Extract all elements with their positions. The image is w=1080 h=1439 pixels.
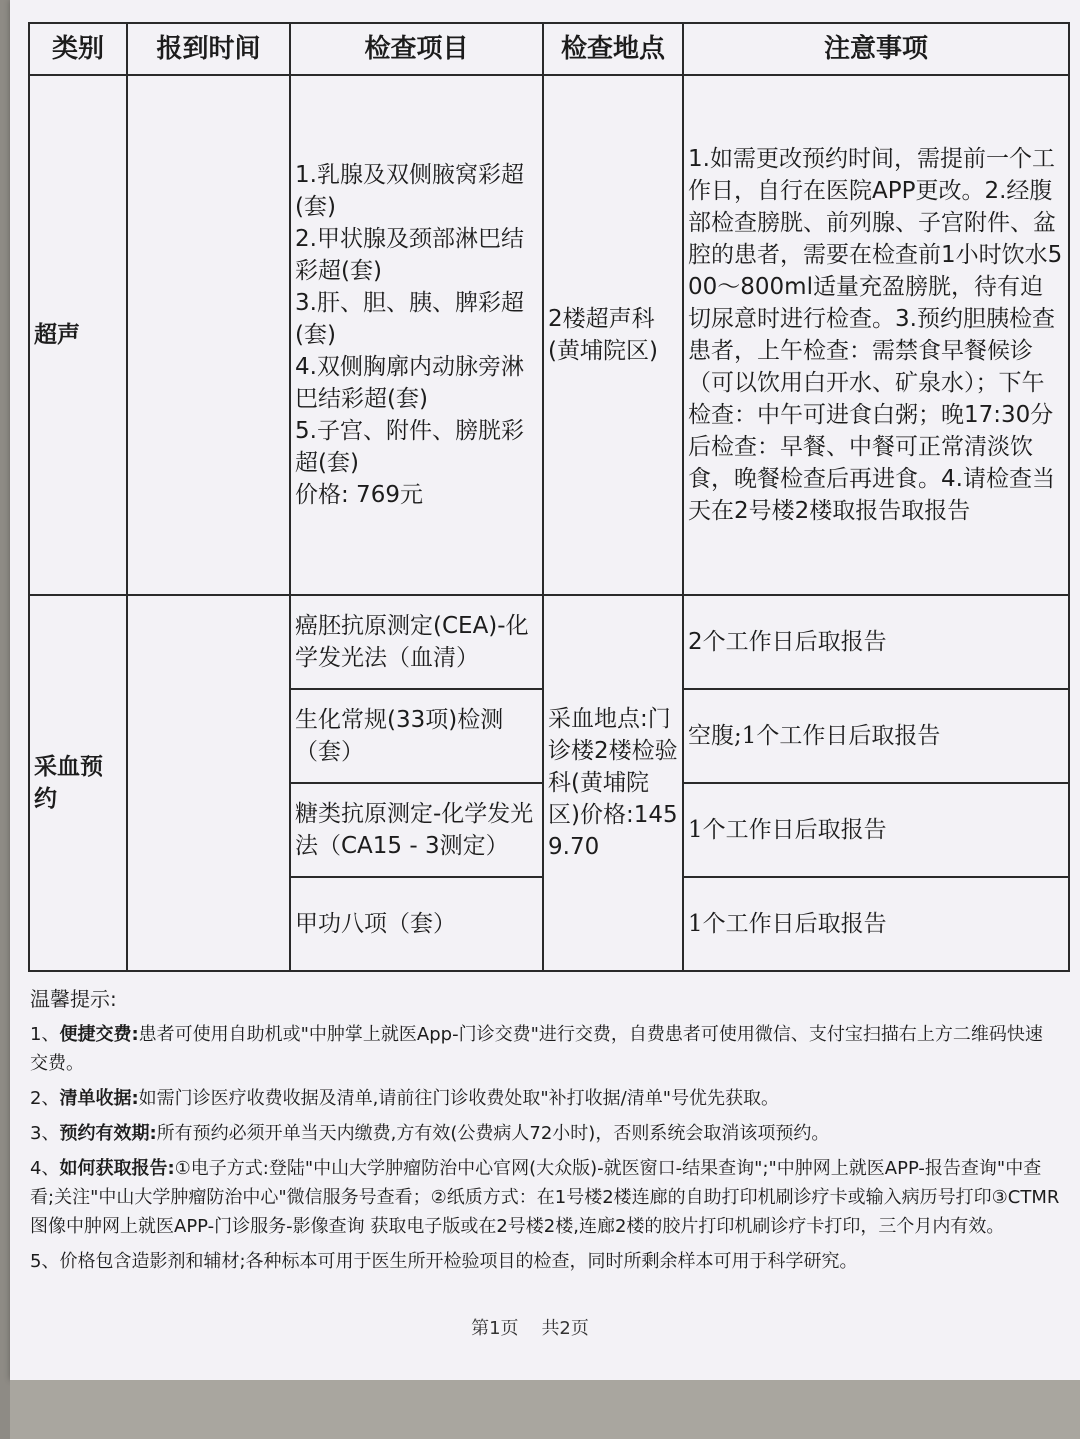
blood-item-4: 甲功八项（套） (290, 877, 543, 971)
price-label: 价格: 769元 (295, 482, 423, 508)
background-surface (10, 1380, 1080, 1439)
list-item: 2.甲状腺及颈部淋巴结彩超(套) (295, 226, 524, 284)
blood-note-1: 2个工作日后取报告 (683, 595, 1069, 689)
page-total: 共2页 (541, 1318, 589, 1339)
blood-item-3: 糖类抗原测定-化学发光法（CA15 - 3测定） (290, 783, 543, 877)
tip-heading: 清单收据: (59, 1088, 139, 1109)
exam-schedule-table (28, 22, 1070, 972)
table-header-row (29, 23, 1069, 75)
ultrasound-location: 2楼超声科(黄埔院区) (543, 75, 683, 595)
blood-item-1: 癌胚抗原测定(CEA)-化学发光法（血清） (290, 595, 543, 689)
ultrasound-report-time (127, 75, 290, 595)
blood-item-2: 生化常规(33项)检测（套） (290, 689, 543, 783)
tip-item: 1、便捷交费:患者可使用自助机或"中肿掌上就医App-门诊交费"进行交费，自费患者可使用微信、支付宝扫描右上方二维码快速交费。 (30, 1024, 1043, 1074)
blood-report-time (127, 595, 290, 971)
blood-note-2: 空腹;1个工作日后取报告 (683, 689, 1069, 783)
list-item: 4.双侧胸廓内动脉旁淋巴结彩超(套) (295, 354, 524, 412)
header-exam-items: 检查项目 (290, 23, 543, 75)
tip-item: 3、预约有效期:所有预约必须开单当天内缴费,方有效(公费病人72小时)，否则系统会取消该项预约。 (30, 1123, 830, 1144)
tip-item: 5、价格包含造影剂和辅材;各种标本可用于医生所开检验项目的检查，同时所剩余样本可用于科学研究。 (30, 1251, 858, 1272)
page-number (0, 1314, 1070, 1340)
blood-category: 采血预约 (29, 595, 127, 971)
tip-heading: 便捷交费: (59, 1024, 139, 1045)
ultrasound-items (290, 75, 543, 595)
blood-note-3: 1个工作日后取报告 (683, 783, 1069, 877)
header-report-time: 报到时间 (127, 23, 290, 75)
header-category: 类别 (29, 23, 127, 75)
tips-title: 温馨提示: (30, 987, 117, 1011)
header-notes: 注意事项 (683, 23, 1069, 75)
ultrasound-row (29, 75, 1069, 595)
page-current: 第1页 (471, 1318, 519, 1339)
blood-location: 采血地点:门诊楼2楼检验科(黄埔院区)价格:1459.70 (543, 595, 683, 971)
blood-row-1 (29, 595, 1069, 689)
tip-heading: 如何获取报告: (59, 1158, 175, 1179)
tip-item: 4、如何获取报告:①电子方式:登陆"中山大学肿瘤防治中心官网(大众版)-就医窗口-结果查询";"中肿网上就医APP-报告查询"中查看;关注"中山大学肿瘤防治中心"微信服务号查看；②纸质方式：在1号楼2楼连廊的自助打印机刷诊疗卡或输入病历号打印③CTMR图像中肿网上就医APP-门诊服务-影像查询 获取电子版或在2号楼2楼,连廊2楼的胶片打印机刷诊疗卡打印，三个月内有效。 (30, 1158, 1060, 1237)
ultrasound-notes: 1.如需更改预约时间，需提前一个工作日，自行在医院APP更改。2.经腹部检查膀胱、前列腺、子宫附件、盆腔的患者，需要在检查前1小时饮水500～800ml适量充盈膀胱，待有迫切尿意时进行检查。3.预约胆胰检查患者，上午检查：需禁食早餐候诊（可以饮用白开水、矿泉水）；下午检查：中午可进食白粥；晚17:30分后检查：早餐、中餐可正常清淡饮食，晚餐检查后再进食。4.请检查当天在2号楼2楼取报告取报告 (683, 75, 1069, 595)
ultrasound-category: 超声 (29, 75, 127, 595)
list-item: 1.乳腺及双侧腋窝彩超(套) (295, 162, 524, 220)
tip-item: 2、清单收据:如需门诊医疗收费收据及清单,请前往门诊收费处取"补打收据/清单"号优先获取。 (30, 1088, 779, 1109)
tips-section (30, 985, 1060, 1282)
tip-heading: 预约有效期: (59, 1123, 157, 1144)
list-item: 3.肝、胆、胰、脾彩超(套) (295, 290, 524, 348)
list-item: 5.子宫、附件、膀胱彩超(套) (295, 418, 524, 476)
header-location: 检查地点 (543, 23, 683, 75)
blood-note-4: 1个工作日后取报告 (683, 877, 1069, 971)
